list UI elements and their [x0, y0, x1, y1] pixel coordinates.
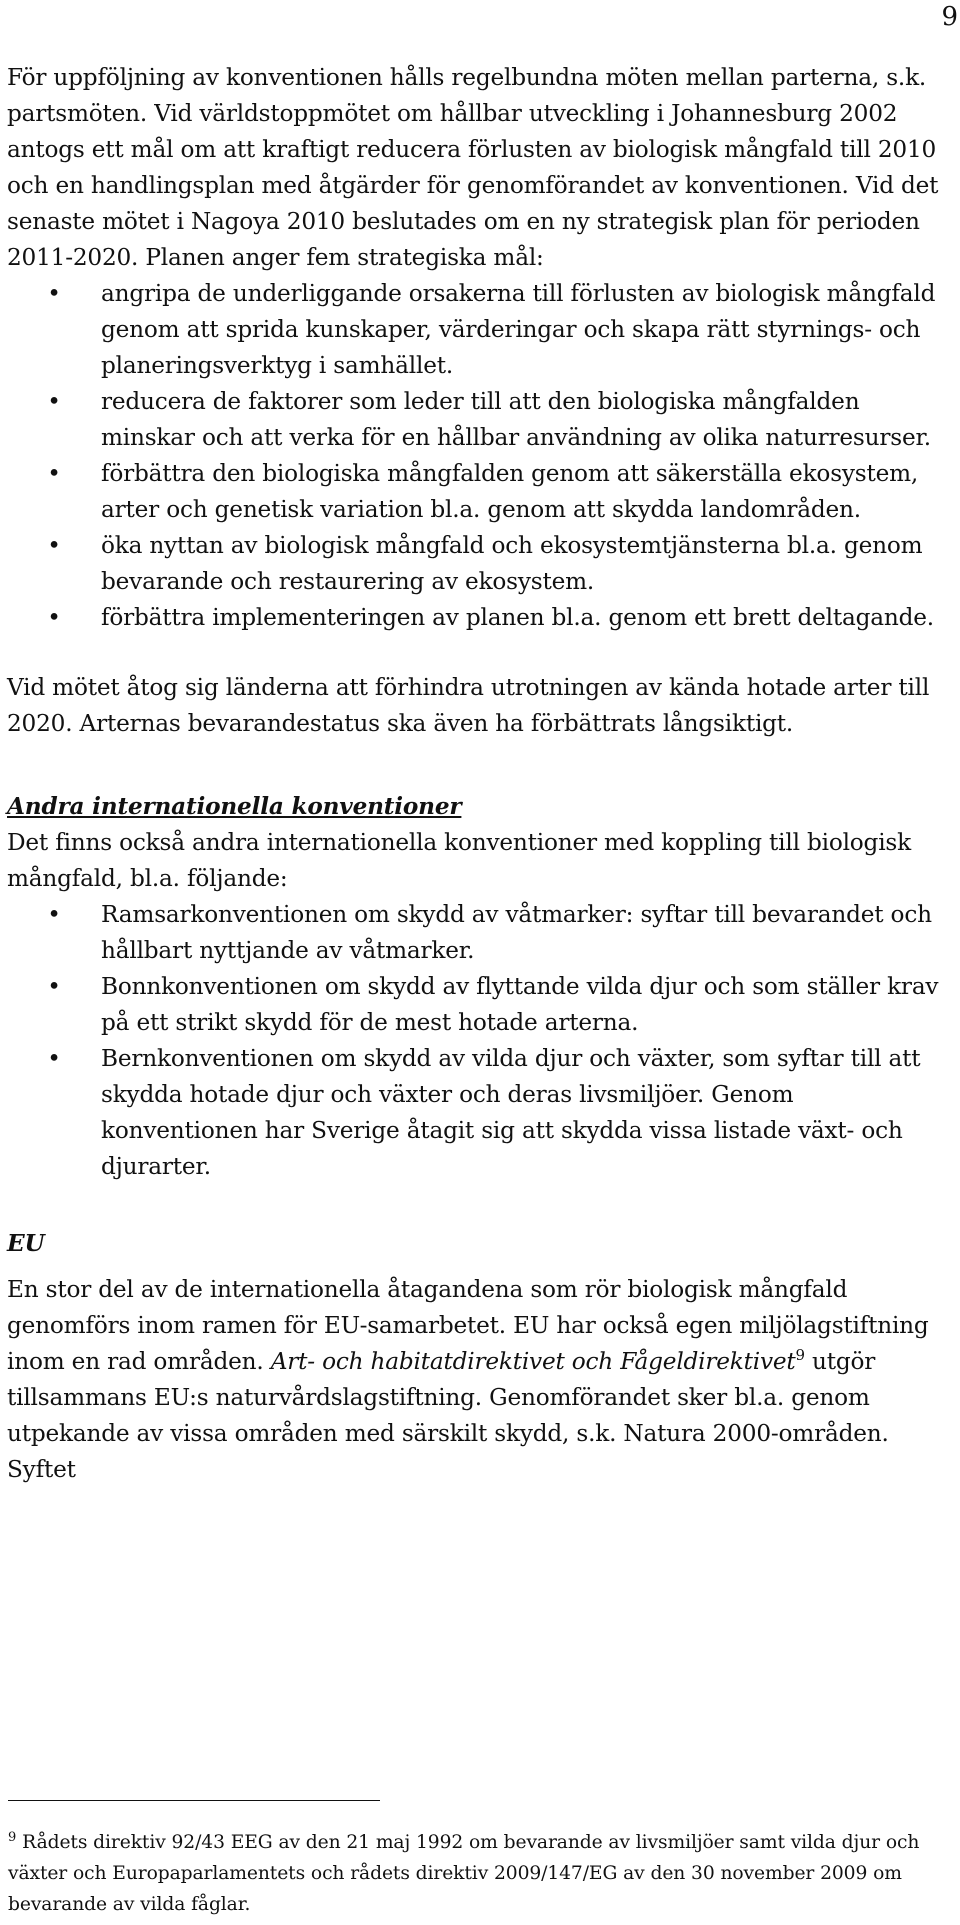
list-item: [7, 1041, 945, 1185]
list-item-text: Bernkonventionen om skydd av vilda djur och växter, som syftar till att skydda hotade djur och växter och deras livsmiljöer. Genom konventionen har Sverige åtagit sig att skydda vissa listade växt- och djurarter.: [101, 1045, 921, 1180]
list-item: [7, 528, 945, 600]
list-item-text: angripa de underliggande orsakerna till förlusten av biologisk mångfald genom att sprida kunskaper, värderingar och skapa rätt styrnings- och planeringsverktyg i samhället.: [101, 280, 936, 379]
eu-text-part-1: En stor del av de internationella åtagandena som rör biologisk mångfald genomförs inom ramen för EU-samarbetet. EU har också egen miljölagstiftning inom en rad områden.: [7, 1276, 929, 1375]
list-item: [7, 897, 945, 969]
list-item: [7, 969, 945, 1041]
intro-paragraph: För uppföljning av konventionen hålls regelbundna möten mellan parterna, s.k. partsmöten. Vid världstoppmötet om hållbar utveckling i Johannesburg 2002 antogs ett mål om att kraftigt reducera förlusten av biologisk mångfald till 2010 och en handlingsplan med åtgärder för genomförandet av konventionen. Vid det senaste mötet i Nagoya 2010 beslutades om en ny strategisk plan för perioden 2011-2020. Planen anger fem strategiska mål:: [7, 64, 939, 271]
list-item-text: Ramsarkonventionen om skydd av våtmarker: syftar till bevarandet och hållbart nyttjande av våtmarker.: [101, 901, 932, 964]
meeting-paragraph: Vid mötet åtog sig länderna att förhindra utrotningen av kända hotade arter till 2020. Arternas bevarandestatus ska även ha förbättrats långsiktigt.: [7, 674, 930, 737]
bullet-icon: •: [47, 388, 61, 415]
footnote: [8, 1827, 943, 1920]
list-item: [7, 600, 945, 636]
list-item-text: förbättra den biologiska mångfalden genom att säkerställa ekosystem, arter och genetisk variation bl.a. genom att skydda landområden.: [101, 460, 919, 523]
list-item: [7, 456, 945, 528]
eu-paragraph: [7, 1272, 945, 1488]
list-item-text: öka nyttan av biologisk mångfald och ekosystemtjänsterna bl.a. genom bevarande och restaurering av ekosystem.: [101, 532, 923, 595]
bullet-icon: •: [47, 280, 61, 307]
page-body: [7, 60, 945, 1488]
footnote-divider: [8, 1800, 380, 1801]
list-item: [7, 384, 945, 456]
bullet-icon: •: [47, 973, 61, 1000]
list-item-text: reducera de faktorer som leder till att den biologiska mångfalden minskar och att verka för en hållbar användning av olika naturresurser.: [101, 388, 931, 451]
footnote-reference[interactable]: 9: [795, 1346, 805, 1364]
other-conventions-list: [7, 897, 945, 1185]
section-heading-other-conventions: Andra internationella konventioner: [7, 793, 462, 820]
list-item-text: förbättra implementeringen av planen bl.a. genom ett brett deltagande.: [101, 604, 934, 631]
bullet-icon: •: [47, 532, 61, 559]
eu-directives-title: Art- och habitatdirektivet och Fågeldirektivet: [270, 1348, 796, 1375]
bullet-icon: •: [47, 1045, 61, 1072]
footnote-text: Rådets direktiv 92/43 EEG av den 21 maj 1992 om bevarande av livsmiljöer samt vilda djur och växter och Europaparlamentets och rådets direktiv 2009/147/EG av den 30 november 2009 om bevarande av vilda fåglar.: [8, 1832, 920, 1915]
eu-text-part-2: utgör tillsammans EU:s naturvårdslagstiftning. Genomförandet sker bl.a. genom utpekande av vissa områden med särskilt skydd, s.k. Natura 2000-områden. Syftet: [7, 1348, 889, 1483]
footnote-number: 9: [8, 1830, 17, 1845]
section-heading-eu: EU: [7, 1230, 45, 1257]
other-conventions-intro: Det finns också andra internationella konventioner med koppling till biologisk mångfald, bl.a. följande:: [7, 829, 911, 892]
bullet-icon: •: [47, 901, 61, 928]
bullet-icon: •: [47, 604, 61, 631]
page-number: 9: [941, 2, 958, 32]
list-item-text: Bonnkonventionen om skydd av flyttande vilda djur och som ställer krav på ett strikt skydd för de mest hotade arterna.: [101, 973, 939, 1036]
list-item: [7, 276, 945, 384]
strategic-goals-list: [7, 276, 945, 636]
bullet-icon: •: [47, 460, 61, 487]
